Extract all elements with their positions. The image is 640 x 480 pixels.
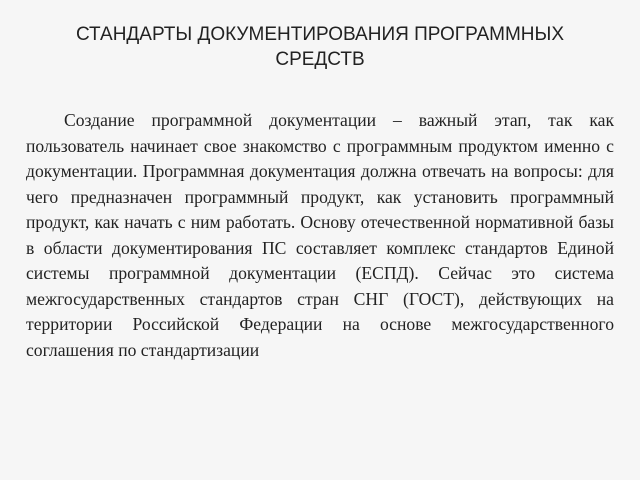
slide-title-line-1: СТАНДАРТЫ ДОКУМЕНТИРОВАНИЯ ПРОГРАММНЫХ (75, 24, 565, 45)
slide-title (20, 22, 620, 72)
slide-title-line-2: СРЕДСТВ (275, 49, 365, 70)
slide-body-text: Создание программной документации – важный этап, так как пользователь начинает свое знакомство с программным продуктом именно с документации. Программная документация должна отвечать на вопросы: для чего предназначен программный продукт, как установить программный продукт, как начать с ним работать. Основу отечественной нормативной базы в области документирования ПС составляет комплекс стандартов Единой системы программной документации (ЕСПД). Сейчас это система межгосударственных стандартов стран СНГ (ГОСТ), действующих на территории Российской Федерации на основе межгосударственного соглашения по стандартизации (26, 110, 614, 360)
